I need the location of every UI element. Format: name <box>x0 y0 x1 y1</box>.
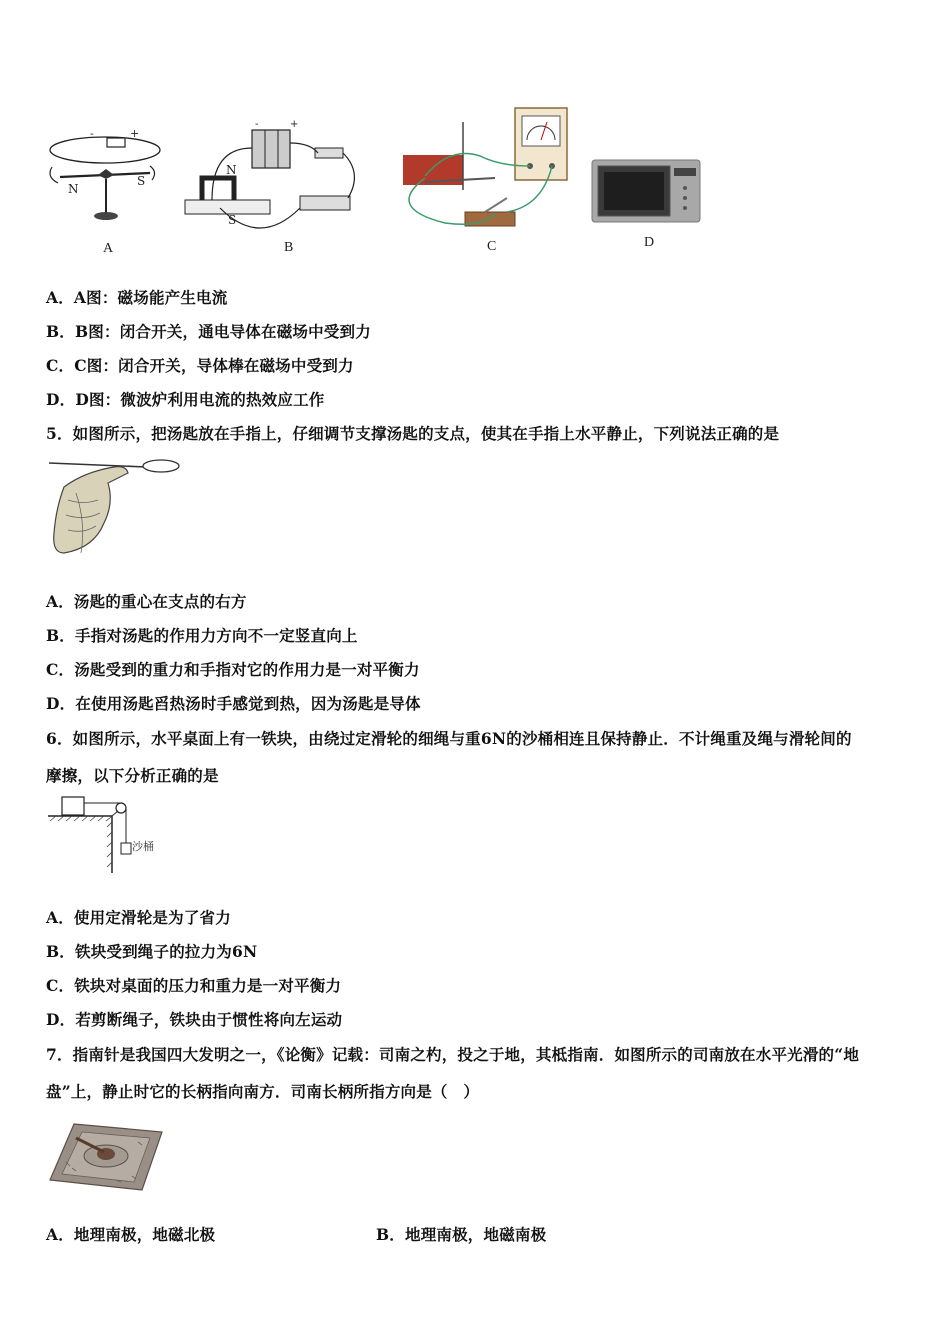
figure-a-oersted <box>40 125 170 235</box>
q5-option-b: B．手指对汤匙的作用力方向不一定竖直向上 <box>46 626 358 645</box>
q4-option-a: A．A图：磁场能产生电流 <box>46 288 228 307</box>
q6-option-a: A．使用定滑轮是为了省力 <box>46 908 231 927</box>
figure-pulley-table <box>46 795 166 875</box>
q4-option-d: D．D图：微波炉利用电流的热效应工作 <box>46 390 325 409</box>
figure-d-microwave <box>590 158 702 226</box>
figure-spoon-on-finger <box>46 455 181 563</box>
q5-option-c: C．汤匙受到的重力和手指对它的作用力是一对平衡力 <box>46 660 420 679</box>
north-label: N <box>68 182 79 196</box>
svg-text:-: - <box>255 119 259 130</box>
sand-bucket-label: 沙桶 <box>132 840 154 853</box>
south-label: S <box>137 174 146 188</box>
q6-option-b: B．铁块受到绳子的拉力为6N <box>46 942 258 961</box>
q4-option-b: B．B图：闭合开关，通电导体在磁场中受到力 <box>46 322 371 341</box>
q7-option-b: B．地理南极，地磁南极 <box>376 1225 547 1244</box>
caption-b: B <box>284 240 294 255</box>
caption-a: A <box>103 241 114 256</box>
q6-option-d: D．若剪断绳子，铁块由于惯性将向左运动 <box>46 1010 343 1029</box>
caption-c: C <box>487 239 497 254</box>
q7-stem-line2: 盘”上，静止时它的长柄指向南方．司南长柄所指方向是（ ） <box>46 1082 480 1101</box>
minus-sign: - <box>90 127 94 140</box>
q5-option-a: A．汤匙的重心在支点的右方 <box>46 592 247 611</box>
north-label: N <box>226 163 237 177</box>
figure-sinan-compass <box>46 1118 164 1193</box>
q4-option-c: C．C图：闭合开关，导体棒在磁场中受到力 <box>46 356 354 375</box>
q6-option-c: C．铁块对桌面的压力和重力是一对平衡力 <box>46 976 342 995</box>
q5-stem: 5．如图所示，把汤匙放在手指上，仔细调节支撑汤匙的支点，使其在手指上水平静止，下列说法正确的是 <box>46 424 780 443</box>
q5-option-d: D．在使用汤匙舀热汤时手感觉到热，因为汤匙是导体 <box>46 694 421 713</box>
svg-text:+: + <box>290 119 299 130</box>
q7-stem-line1: 7．指南针是我国四大发明之一，《论衡》记载：司南之杓，投之于地，其柢指南．如图所示的司南放在水平光滑的“地 <box>46 1045 860 1064</box>
figure-c-induction <box>395 100 580 240</box>
figure-b-motor-principle <box>180 118 370 243</box>
q7-option-a: A．地理南极，地磁北极 <box>46 1225 216 1244</box>
q6-stem-line1: 6．如图所示，水平桌面上有一铁块，由绕过定滑轮的细绳与重6N的沙桶相连且保持静止．不计绳重及绳与滑轮间的 <box>46 729 852 748</box>
q6-stem-line2: 摩擦，以下分析正确的是 <box>46 766 219 785</box>
caption-d: D <box>644 235 655 250</box>
plus-sign: + <box>130 127 140 140</box>
south-label: S <box>228 213 237 227</box>
